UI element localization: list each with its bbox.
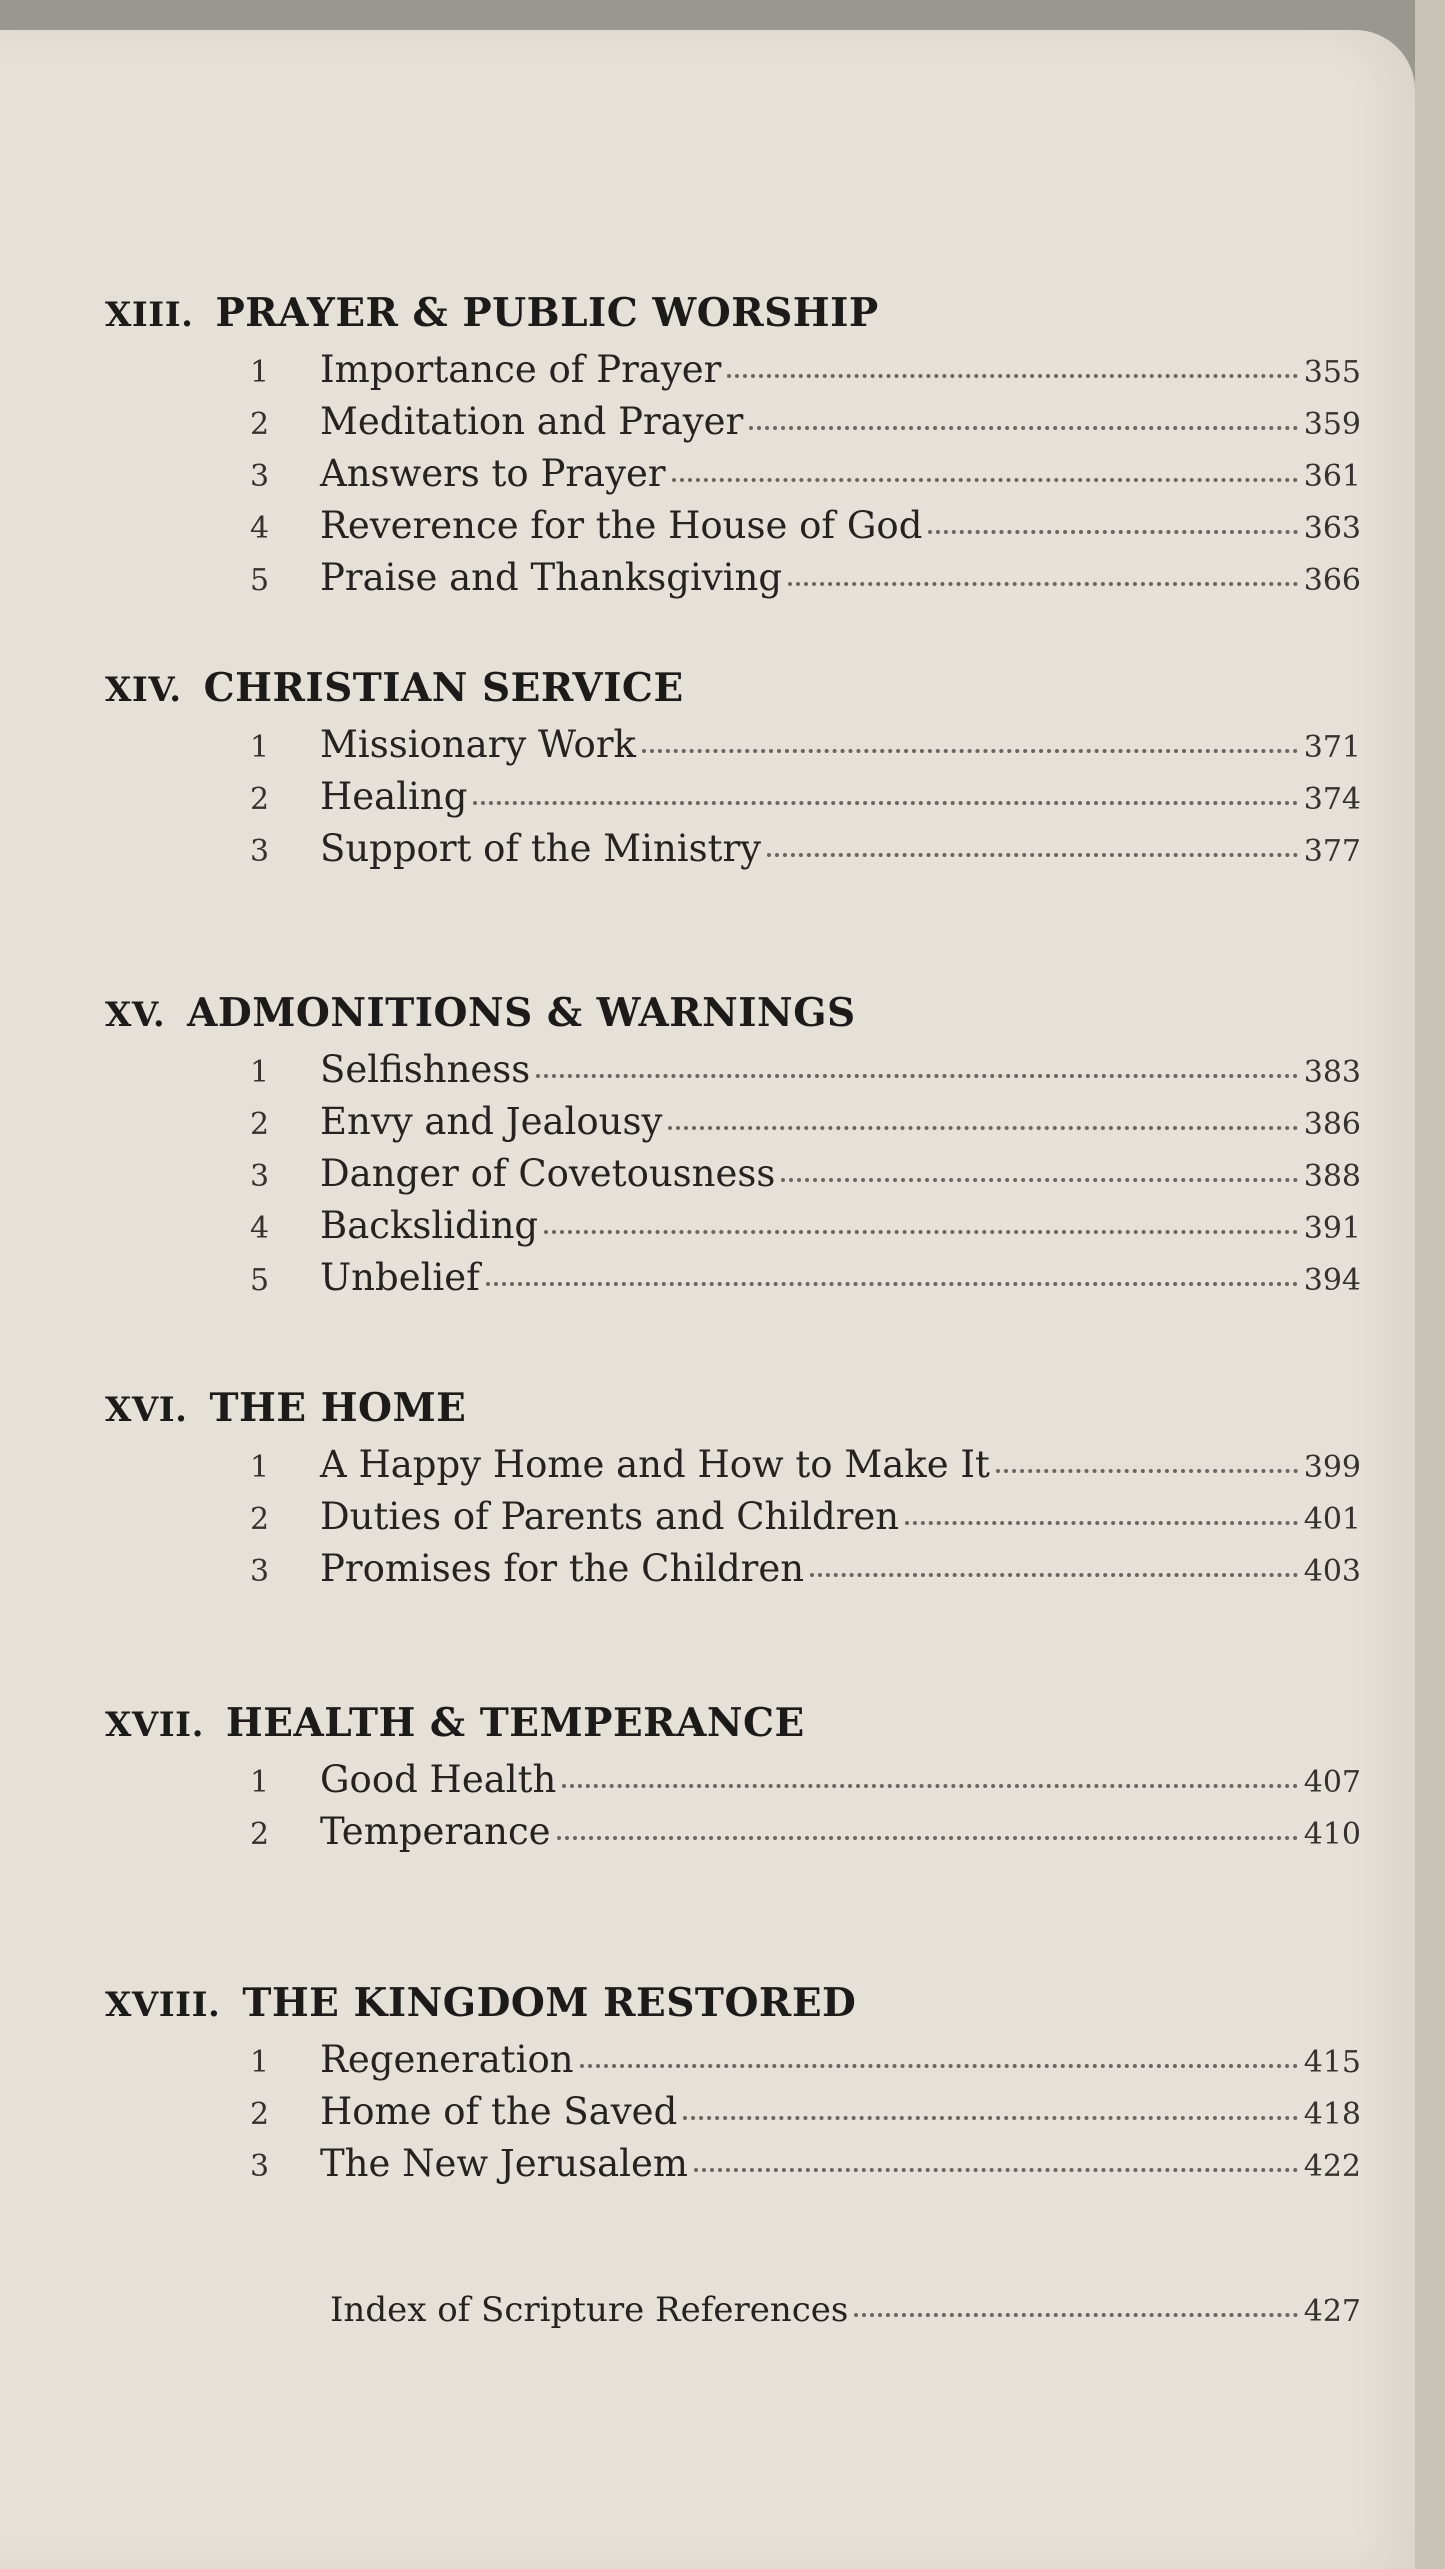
entry-title: Backsliding — [320, 1204, 539, 1247]
dot-leader — [727, 373, 1297, 378]
section-heading — [105, 1980, 856, 2040]
toc-entry — [250, 1152, 1361, 1204]
entry-number: 3 — [250, 834, 270, 869]
entry-page: 386 — [1303, 1107, 1361, 1142]
entry-title: Healing — [320, 775, 468, 818]
toc-entry — [250, 452, 1361, 504]
entry-page: 361 — [1303, 459, 1361, 494]
toc-entry — [250, 400, 1361, 452]
dot-leader — [694, 2167, 1298, 2172]
entry-number: 4 — [250, 1211, 270, 1246]
entry-page: 359 — [1303, 407, 1361, 442]
entry-title: Reverence for the House of God — [320, 504, 923, 547]
entry-title: Answers to Prayer — [320, 452, 666, 495]
section-title: CHRISTIAN SERVICE — [203, 665, 684, 711]
entry-page: 407 — [1303, 1765, 1361, 1800]
entry-number: 1 — [250, 2045, 270, 2080]
entry-number: 1 — [250, 1765, 270, 1800]
entry-title: Duties of Parents and Children — [320, 1495, 900, 1538]
dot-leader — [473, 800, 1297, 805]
entry-title: Praise and Thanksgiving — [320, 556, 783, 599]
entry-title: Missionary Work — [320, 723, 636, 766]
toc-entry — [250, 775, 1361, 827]
dot-leader — [668, 1125, 1297, 1130]
dot-leader — [536, 1073, 1297, 1078]
entry-page: 415 — [1303, 2045, 1361, 2080]
toc-entry — [250, 723, 1361, 775]
toc-entry — [250, 1547, 1361, 1599]
section-title: THE KINGDOM RESTORED — [242, 1980, 857, 2026]
entry-number: 2 — [250, 782, 270, 817]
entry-number: 5 — [250, 563, 270, 598]
entry-title: A Happy Home and How to Make It — [320, 1443, 990, 1486]
toc-entry — [250, 2090, 1361, 2142]
section-numeral: XIII. — [105, 295, 194, 335]
entry-number: 2 — [250, 1502, 270, 1537]
entry-title: Unbelief — [320, 1256, 480, 1299]
entry-title: Regeneration — [320, 2038, 574, 2081]
entry-title: Promises for the Children — [320, 1547, 805, 1590]
entry-number: 3 — [250, 2149, 270, 2184]
entry-number: 3 — [250, 1554, 270, 1589]
dot-leader — [749, 425, 1297, 430]
entry-page: 363 — [1303, 511, 1361, 546]
toc-entry — [250, 556, 1361, 608]
entry-page: 410 — [1303, 1817, 1361, 1852]
entry-page: 371 — [1303, 730, 1361, 765]
dot-leader — [544, 1229, 1298, 1234]
entry-page: 394 — [1303, 1263, 1361, 1298]
dot-leader — [672, 477, 1298, 482]
toc-entry — [250, 1810, 1361, 1862]
toc-entry — [250, 2142, 1361, 2194]
section-heading — [105, 290, 879, 350]
entry-title: Envy and Jealousy — [320, 1100, 663, 1143]
toc-entry — [250, 504, 1361, 556]
entry-number: 3 — [250, 1159, 270, 1194]
entry-page: 422 — [1303, 2149, 1361, 2184]
entry-number: 5 — [250, 1263, 270, 1298]
dot-leader — [996, 1468, 1298, 1473]
entry-number: 2 — [250, 407, 270, 442]
entry-title: Temperance — [320, 1810, 551, 1853]
dot-leader — [683, 2115, 1297, 2120]
entry-number: 1 — [250, 1055, 270, 1090]
dot-leader — [788, 581, 1298, 586]
dot-leader — [642, 748, 1298, 753]
entry-page: 355 — [1303, 355, 1361, 390]
section-heading — [105, 665, 684, 725]
toc-entry — [250, 1100, 1361, 1152]
book-page — [0, 30, 1415, 2569]
entry-title: Meditation and Prayer — [320, 400, 744, 443]
entry-number: 2 — [250, 2097, 270, 2132]
dot-leader — [562, 1783, 1297, 1788]
dot-leader — [580, 2063, 1298, 2068]
entry-title: The New Jerusalem — [320, 2142, 688, 2185]
entry-number: 3 — [250, 459, 270, 494]
dot-leader — [781, 1177, 1297, 1182]
entry-number: 2 — [250, 1107, 270, 1142]
entry-title: Importance of Prayer — [320, 348, 722, 391]
section-heading — [105, 990, 856, 1050]
entry-page: 377 — [1303, 834, 1361, 869]
entry-page: 383 — [1303, 1055, 1361, 1090]
entry-number: 1 — [250, 1450, 270, 1485]
section-title: ADMONITIONS & WARNINGS — [187, 990, 856, 1036]
entry-title: Good Health — [320, 1758, 557, 1801]
dot-leader — [810, 1572, 1298, 1577]
dot-leader — [767, 852, 1298, 857]
entry-title: Selfishness — [320, 1048, 531, 1091]
toc-entry — [250, 1758, 1361, 1810]
section-title: PRAYER & PUBLIC WORSHIP — [215, 290, 879, 336]
entry-page: 401 — [1303, 1502, 1361, 1537]
dot-leader — [557, 1835, 1298, 1840]
entry-page: 418 — [1303, 2097, 1361, 2132]
section-heading — [105, 1385, 466, 1445]
entry-page: 374 — [1303, 782, 1361, 817]
page-edge — [1415, 0, 1445, 2569]
section-numeral: XIV. — [105, 670, 182, 710]
section-title: HEALTH & TEMPERANCE — [225, 1700, 805, 1746]
toc-entry — [250, 2038, 1361, 2090]
toc-entry — [250, 1495, 1361, 1547]
index-title: Index of Scripture References — [330, 2290, 849, 2330]
section-numeral: XVII. — [105, 1705, 204, 1745]
entry-page: 399 — [1303, 1450, 1361, 1485]
entry-number: 2 — [250, 1817, 270, 1852]
entry-title: Danger of Covetousness — [320, 1152, 776, 1195]
entry-page: 388 — [1303, 1159, 1361, 1194]
dot-leader — [905, 1520, 1298, 1525]
entry-page: 403 — [1303, 1554, 1361, 1589]
dot-leader — [486, 1281, 1298, 1286]
entry-number: 4 — [250, 511, 270, 546]
entry-number: 1 — [250, 730, 270, 765]
entry-page: 391 — [1303, 1211, 1361, 1246]
entry-title: Support of the Ministry — [320, 827, 762, 870]
toc-entry — [250, 348, 1361, 400]
toc-entry — [250, 1256, 1361, 1308]
index-entry — [330, 2290, 1361, 2342]
dot-leader — [928, 529, 1297, 534]
toc-entry — [250, 1048, 1361, 1100]
entry-page: 366 — [1303, 563, 1361, 598]
entry-title: Home of the Saved — [320, 2090, 678, 2133]
index-page: 427 — [1303, 2294, 1361, 2329]
section-numeral: XV. — [105, 995, 166, 1035]
entry-number: 1 — [250, 355, 270, 390]
toc-entry — [250, 827, 1361, 879]
section-numeral: XVI. — [105, 1390, 188, 1430]
toc-entry — [250, 1443, 1361, 1495]
table-of-contents — [0, 30, 1415, 2569]
section-heading — [105, 1700, 805, 1760]
dot-leader — [854, 2312, 1297, 2317]
section-numeral: XVIII. — [105, 1985, 221, 2025]
toc-entry — [250, 1204, 1361, 1256]
section-title: THE HOME — [209, 1385, 467, 1431]
